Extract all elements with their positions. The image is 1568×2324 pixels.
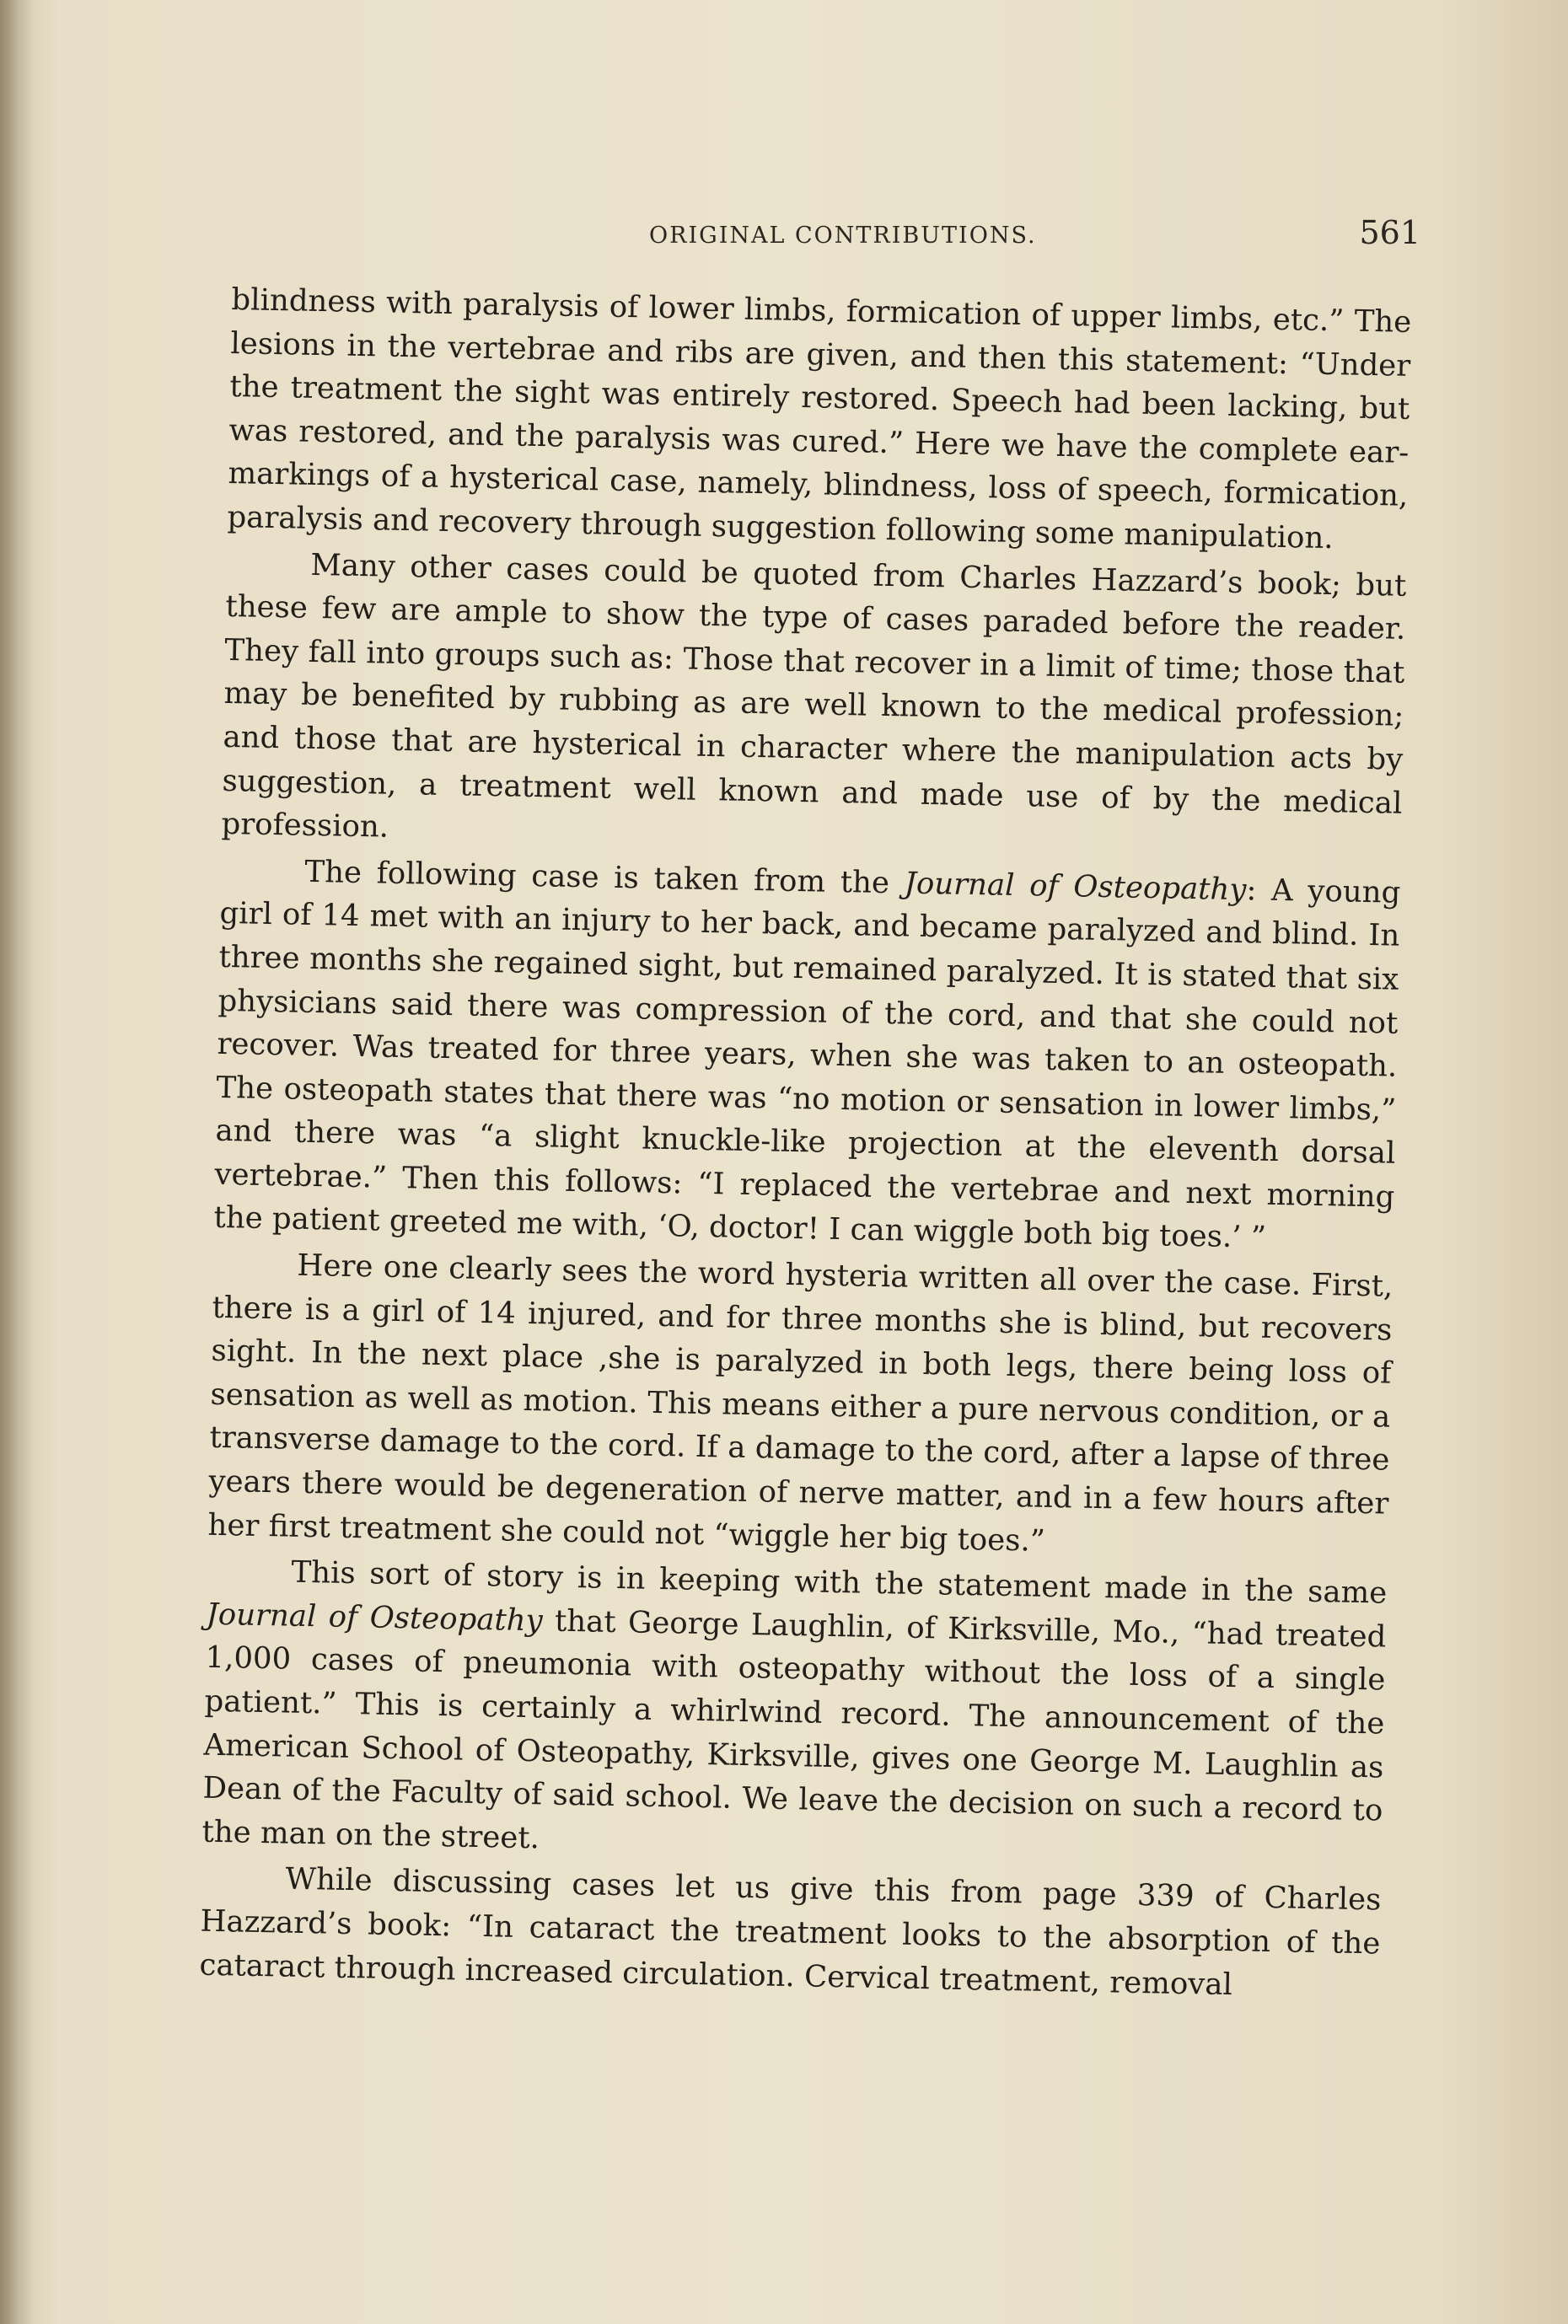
paragraph-6: While discussing cases let us give this from page 339 of Charles Hazzard’s book: “In cataract the treatment looks to the absorption of the cataract through increased circulation. Cervical treatment, removal	[199, 1861, 1382, 2002]
paragraph-4: Here one clearly sees the word hysteria written all over the case. First, there is a girl of 14 injured, and for three months she is blind, but recovers sight. In the next place ,she is paralyzed in both legs, there being loss of sensation as well as motion. This means either a pure nervous condition, or a transverse damage to the cord. If a damage to the cord, after a lapse of three years there would be degeneration of nerve matter, and in a few hours after her first treatment she could not “wiggle her big toes.”	[207, 1248, 1393, 1559]
page-header	[228, 214, 1420, 271]
paragraph-5	[201, 1549, 1388, 1876]
body-text	[199, 278, 1412, 2012]
paragraph-3	[213, 849, 1401, 1263]
journal-title-italic: Journal of Osteopathy	[904, 866, 1247, 907]
gutter-shadow	[0, 0, 34, 2324]
paragraph-3-text-before: The following case is taken from the	[304, 854, 905, 901]
paragraph-5-text-after: that George Laughlin, of Kirksville, Mo., “had treated 1,000 cases of pneumonia with osteopathy without the loss of a single patient.” This is certainly a whirlwind record. The announcement of the American School of Osteopathy, Kirksville, gives one George M. Laughlin as Dean of the Faculty of said school. We leave the decision on such a record to the man on the street.	[201, 1603, 1387, 1856]
journal-title-italic: Journal of Osteopathy	[206, 1597, 544, 1639]
paragraph-3-text-after: : A young girl of 14 met with an injury to her back, and became paralyzed and blind. In three months she regained sight, but remained paralyzed. It is stated that six physicians said there was compression of the cord, and that she could not recover. Was treated for three years, when she was taken to an osteopath. The osteopath states that there was “no motion or sensation in lower limbs,” and there was “a slight knuckle-like projection at the eleventh dorsal vertebrae.” Then this follows: “I replaced the vertebrae and next morning the patient greeted me with, ‘O, doctor! I can wiggle both big toes.’ ”	[213, 872, 1401, 1256]
paragraph-1: blindness with paralysis of lower limbs, formication of upper limbs, etc.” The lesions in the vertebrae and ribs are given, and then this statement: “Under the treatment the sight was entirely restored. Speech had been lacking, but was restored, and the paralysis was cured.” Here we have the complete ear-markings of a hysterical case, namely, blindness, loss of speech, formication, paralysis and recovery through suggestion following some manipulation.	[227, 282, 1412, 556]
paragraph-5-text-before: This sort of story is in keeping with the statement made in the same	[291, 1554, 1388, 1611]
running-head: ORIGINAL CONTRIBUTIONS.	[649, 223, 1037, 249]
page-number: 561	[1359, 214, 1420, 251]
paragraph-2: Many other cases could be quoted from Charles Hazzard’s book; but these few are ample to show the type of cases paraded before the reader. They fall into groups such as: Those that recover in a limit of time; those that may be benefited by rubbing as are well known to the medical profession; and those that are hysterical in character where the manipulation acts by suggestion, a treatment well known and made use of by the medical profession.	[221, 547, 1407, 845]
